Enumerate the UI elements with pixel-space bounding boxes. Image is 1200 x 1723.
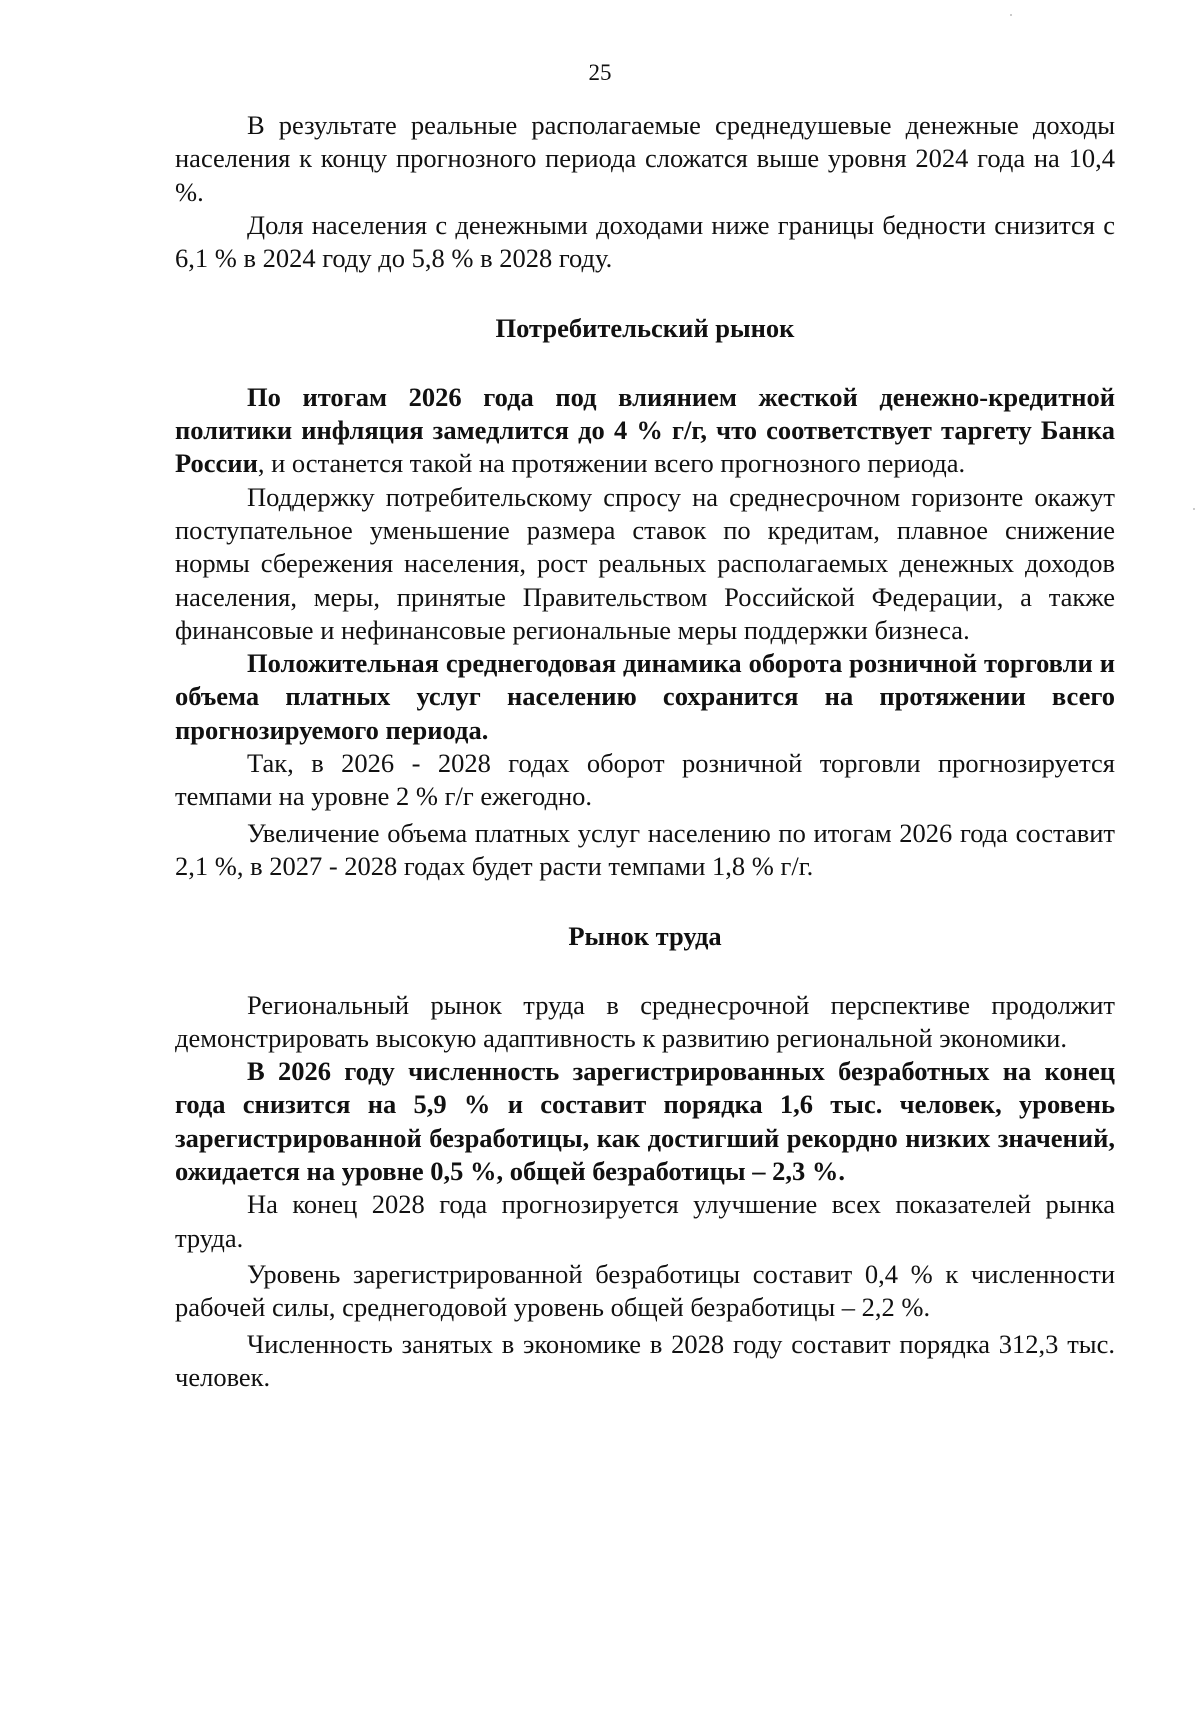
retail-dynamics-bold-text: Положительная среднегодовая динамика оборота розничной торговли и объема платных услуг населению сохранится на протяжении всего прогнозируемого периода. (175, 648, 1115, 745)
page-number: 25 (588, 60, 612, 85)
paragraph-income: В результате реальные располагаемые среднедушевые денежные доходы населения к концу прогнозного периода сложатся выше уровня 2024 года на 10,4 %. (175, 110, 1115, 207)
section-heading-consumer-market: Потребительский рынок (495, 313, 795, 344)
inflation-bold-text: По итогам 2026 года под влиянием жесткой денежно-кредитной политики инфляция замедлится до 4 % г/г, что соответствует таргету Банка России (175, 381, 1115, 479)
paragraph-retail-dynamics (175, 647, 1115, 747)
paragraph-paid-services: Увеличение объема платных услуг населению по итогам 2026 года составит 2,1 %, в 2027 - 2028 годах будет расти темпами 1,8 % г/г. (175, 817, 1115, 881)
paragraph-retail-forecast: Так, в 2026 - 2028 годах оборот розничной торговли прогнозируется темпами на уровне 2 % г/г ежегодно. (175, 748, 1115, 812)
paragraph-inflation (175, 381, 1115, 481)
paragraph-labor-adaptivity: Региональный рынок труда в среднесрочной перспективе продолжит демонстрировать высокую адаптивность к развитию региональной экономики. (175, 989, 1115, 1053)
paragraph-employment: Численность занятых в экономике в 2028 году составит порядка 312,3 тыс. человек. (175, 1328, 1115, 1392)
scan-speck (1193, 508, 1195, 510)
unemployment-bold-text: В 2026 году численность зарегистрированных безработных на конец года снизится на 5,9 % и составит порядка 1,6 тыс. человек, уровень зарегистрированной безработицы, как достигший рекордно низких значений, ожидается на уровне 0,5 %, общей безработицы – 2,3 %. (175, 1056, 1115, 1187)
scan-speck (1010, 14, 1012, 16)
document-body (175, 109, 1115, 1394)
section-heading-labor-market: Рынок труда (568, 921, 722, 952)
paragraph-unemployment-2026 (175, 1055, 1115, 1188)
inflation-rest-text: , и останется такой на протяжении всего прогнозного периода. (257, 448, 966, 479)
paragraph-consumer-demand: Поддержку потребительскому спросу на среднесрочном горизонте окажут поступательное уменьшение размера ставок по кредитам, плавное снижение нормы сбережения населения, рост реальных располагаемых денежных доходов населения, меры, принятые Правительством Российской Федерации, а также финансовые и нефинансовые региональные меры поддержки бизнеса. (175, 481, 1115, 645)
paragraph-labor-2028: На конец 2028 года прогнозируется улучшение всех показателей рынка труда. (175, 1189, 1115, 1253)
paragraph-registered-unemployment: Уровень зарегистрированной безработицы составит 0,4 % к численности рабочей силы, среднегодовой уровень общей безработицы – 2,2 %. (175, 1258, 1115, 1323)
paragraph-poverty-share: Доля населения с денежными доходами ниже границы бедности снизится с 6,1 % в 2024 году до 5,8 % в 2028 году. (175, 209, 1115, 274)
